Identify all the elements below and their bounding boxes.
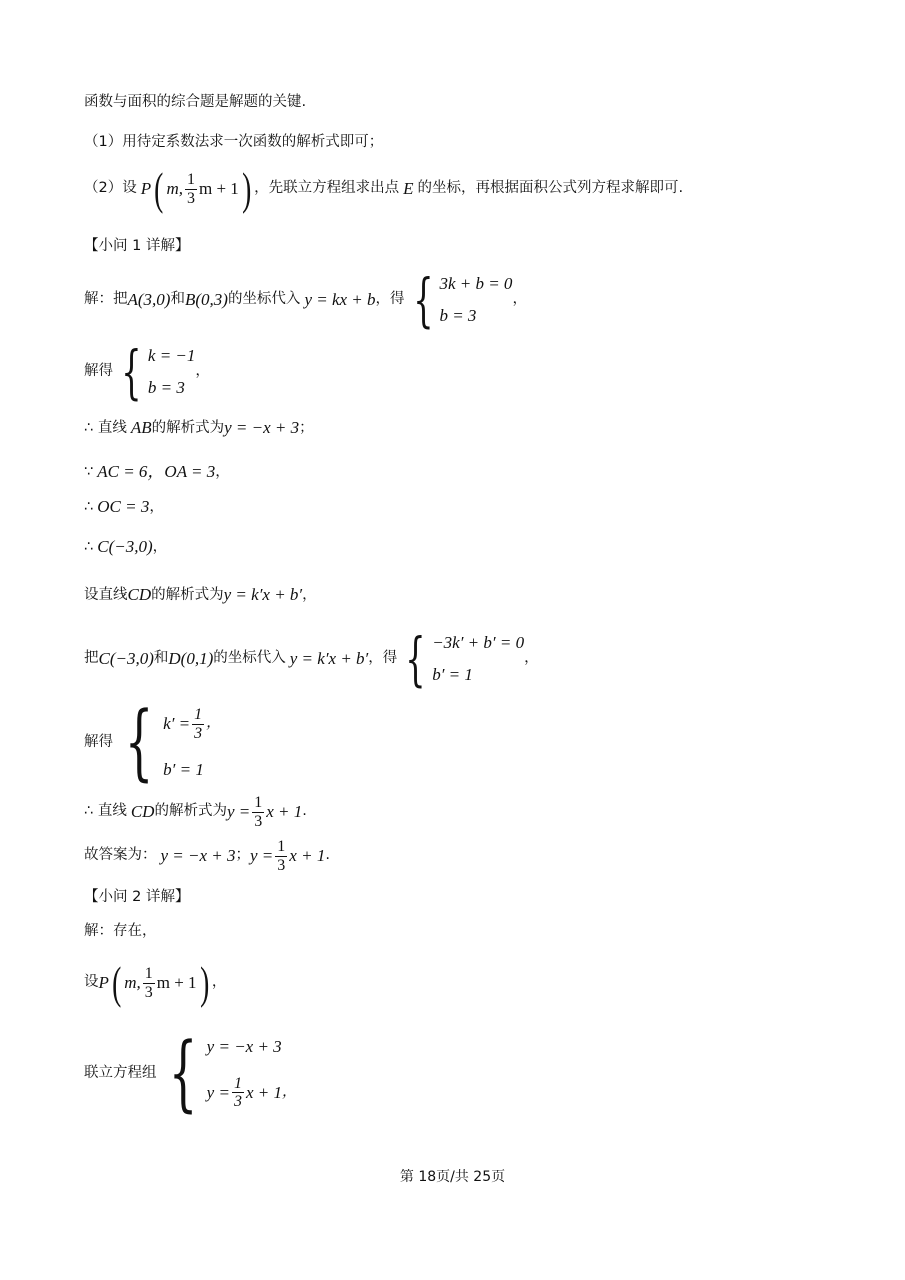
text-line-15: 故答案为： y = −x + 3 ； y = $\frac{1}{3}$ x + 1 . bbox=[84, 838, 330, 874]
coord-m: m, bbox=[166, 178, 183, 198]
text-line-14: ∴ 直线 CD 的解析式为 y = $\frac{1}{3}$ x + 1 . bbox=[84, 794, 307, 830]
page-footer: 第 18页/共 25页 bbox=[399, 1169, 506, 1185]
text-line-19: 联立方程组 { y = −x + 3 y = $\frac{1}{3}$ x + 1 ， bbox=[84, 1026, 297, 1121]
solution-system-1: k = −1 b = 3 bbox=[147, 346, 196, 397]
left-paren: ( bbox=[154, 163, 164, 214]
brace: { bbox=[168, 1026, 197, 1121]
text-line-3 bbox=[84, 163, 845, 214]
fraction-one-third: $\frac{1}{3}$ bbox=[277, 838, 286, 874]
text-line-8: ∵ AC = 6，OA = 3 ， bbox=[84, 462, 230, 481]
given-lengths: AC = 6，OA = 3 bbox=[97, 462, 216, 481]
text-line-2 bbox=[84, 134, 845, 151]
solution-system-2: k′ = $\frac{1}{3}$ ， b′ = 1 bbox=[163, 706, 221, 779]
section-1-heading: 【小问 1 详解】 bbox=[84, 238, 190, 254]
text-line-17: 解：存在， bbox=[84, 923, 157, 939]
equation-system-3: y = −x + 3 y = $\frac{1}{3}$ x + 1 ， bbox=[206, 1037, 297, 1111]
point-a: A(3,0) bbox=[127, 289, 171, 309]
point-d: D(0,1) bbox=[168, 648, 214, 668]
text-line-13: 解得 { k′ = $\frac{1}{3}$ ， b′ = 1 bbox=[84, 695, 221, 790]
text-line-6: 解得 { k = −1 b = 3 ， bbox=[84, 338, 210, 406]
brace: { bbox=[405, 625, 426, 693]
point-c-2: C(−3,0) bbox=[98, 648, 154, 668]
step-2-text-a: ，先联立方程组求出点 bbox=[254, 180, 400, 197]
answer-cd-lhs: y = bbox=[250, 845, 274, 865]
brace: { bbox=[124, 695, 154, 790]
equation-system-2: −3k′ + b′ = 0 b′ = 1 bbox=[432, 633, 525, 684]
step-2-text-b: 的坐标，再根据面积公式列方程求解即可. bbox=[417, 180, 684, 197]
line-cd-2: CD bbox=[130, 801, 155, 821]
step-1-hint: （1）用待定系数法求一次函数的解析式即可； bbox=[84, 134, 384, 150]
text-line-7: ∴ 直线 AB 的解析式为 y = −x + 3 ； bbox=[84, 418, 314, 437]
section-2-heading: 【小问 2 详解】 bbox=[84, 889, 190, 905]
linear-function: y = kx + b bbox=[304, 289, 376, 309]
line-cd: CD bbox=[127, 585, 152, 604]
text-line-11: 设直线 CD 的解析式为 y = k′x + b′ ， bbox=[84, 585, 317, 604]
length-oc: OC = 3 bbox=[97, 497, 150, 516]
text-line-9: ∴ OC = 3 ， bbox=[84, 497, 164, 516]
point-p-2: P bbox=[98, 972, 109, 992]
text-line-10: ∴ C(−3,0) ， bbox=[84, 537, 168, 556]
equation-system-1: 3k + b = 0 b = 3 bbox=[439, 274, 513, 325]
right-paren: ) bbox=[241, 163, 252, 214]
coord-expr: m + 1 bbox=[198, 178, 239, 198]
point-b: B(0,3) bbox=[184, 289, 228, 309]
text-line-12: 把 C(−3,0) 和 D(0,1) 的坐标代入 y = k′x + b′ ，得 { −3k′ + b′ = 0 b′ = 1 ， bbox=[84, 625, 539, 693]
brace: { bbox=[412, 266, 434, 334]
step-2-prefix: （2）设 bbox=[84, 180, 137, 197]
brace: { bbox=[121, 338, 142, 406]
line-cd-general-2: y = k′x + b′ bbox=[289, 648, 369, 668]
point-p: P bbox=[140, 178, 152, 198]
text-line-18: 设 P ( m, $\frac{1}{3}$ m + 1 ) ， bbox=[84, 957, 227, 1008]
fraction-one-third: $\frac{1}{3}$ bbox=[186, 170, 195, 207]
line-cd-general: y = k′x + b′ bbox=[223, 585, 303, 604]
line-ab-equation: y = −x + 3 bbox=[224, 418, 300, 437]
fraction-one-third: $\frac{1}{3}$ bbox=[254, 794, 263, 830]
answer-cd-rhs: x + 1 bbox=[289, 845, 326, 865]
fraction-one-third: $\frac{1}{3}$ bbox=[144, 964, 153, 1001]
text-line-1 bbox=[84, 94, 845, 111]
line-ab: AB bbox=[130, 418, 152, 437]
intro-text: 函数与面积的综合题是解题的关键. bbox=[84, 94, 307, 110]
point-e: E bbox=[403, 178, 414, 198]
text-line-5: 解：把 A(3,0) 和 B(0,3) 的坐标代入 y = kx + b ，得 { 3k + b = 0 b = 3 ， bbox=[84, 266, 527, 334]
point-c: C(−3,0) bbox=[97, 537, 153, 556]
answer-ab: y = −x + 3 bbox=[160, 845, 236, 865]
